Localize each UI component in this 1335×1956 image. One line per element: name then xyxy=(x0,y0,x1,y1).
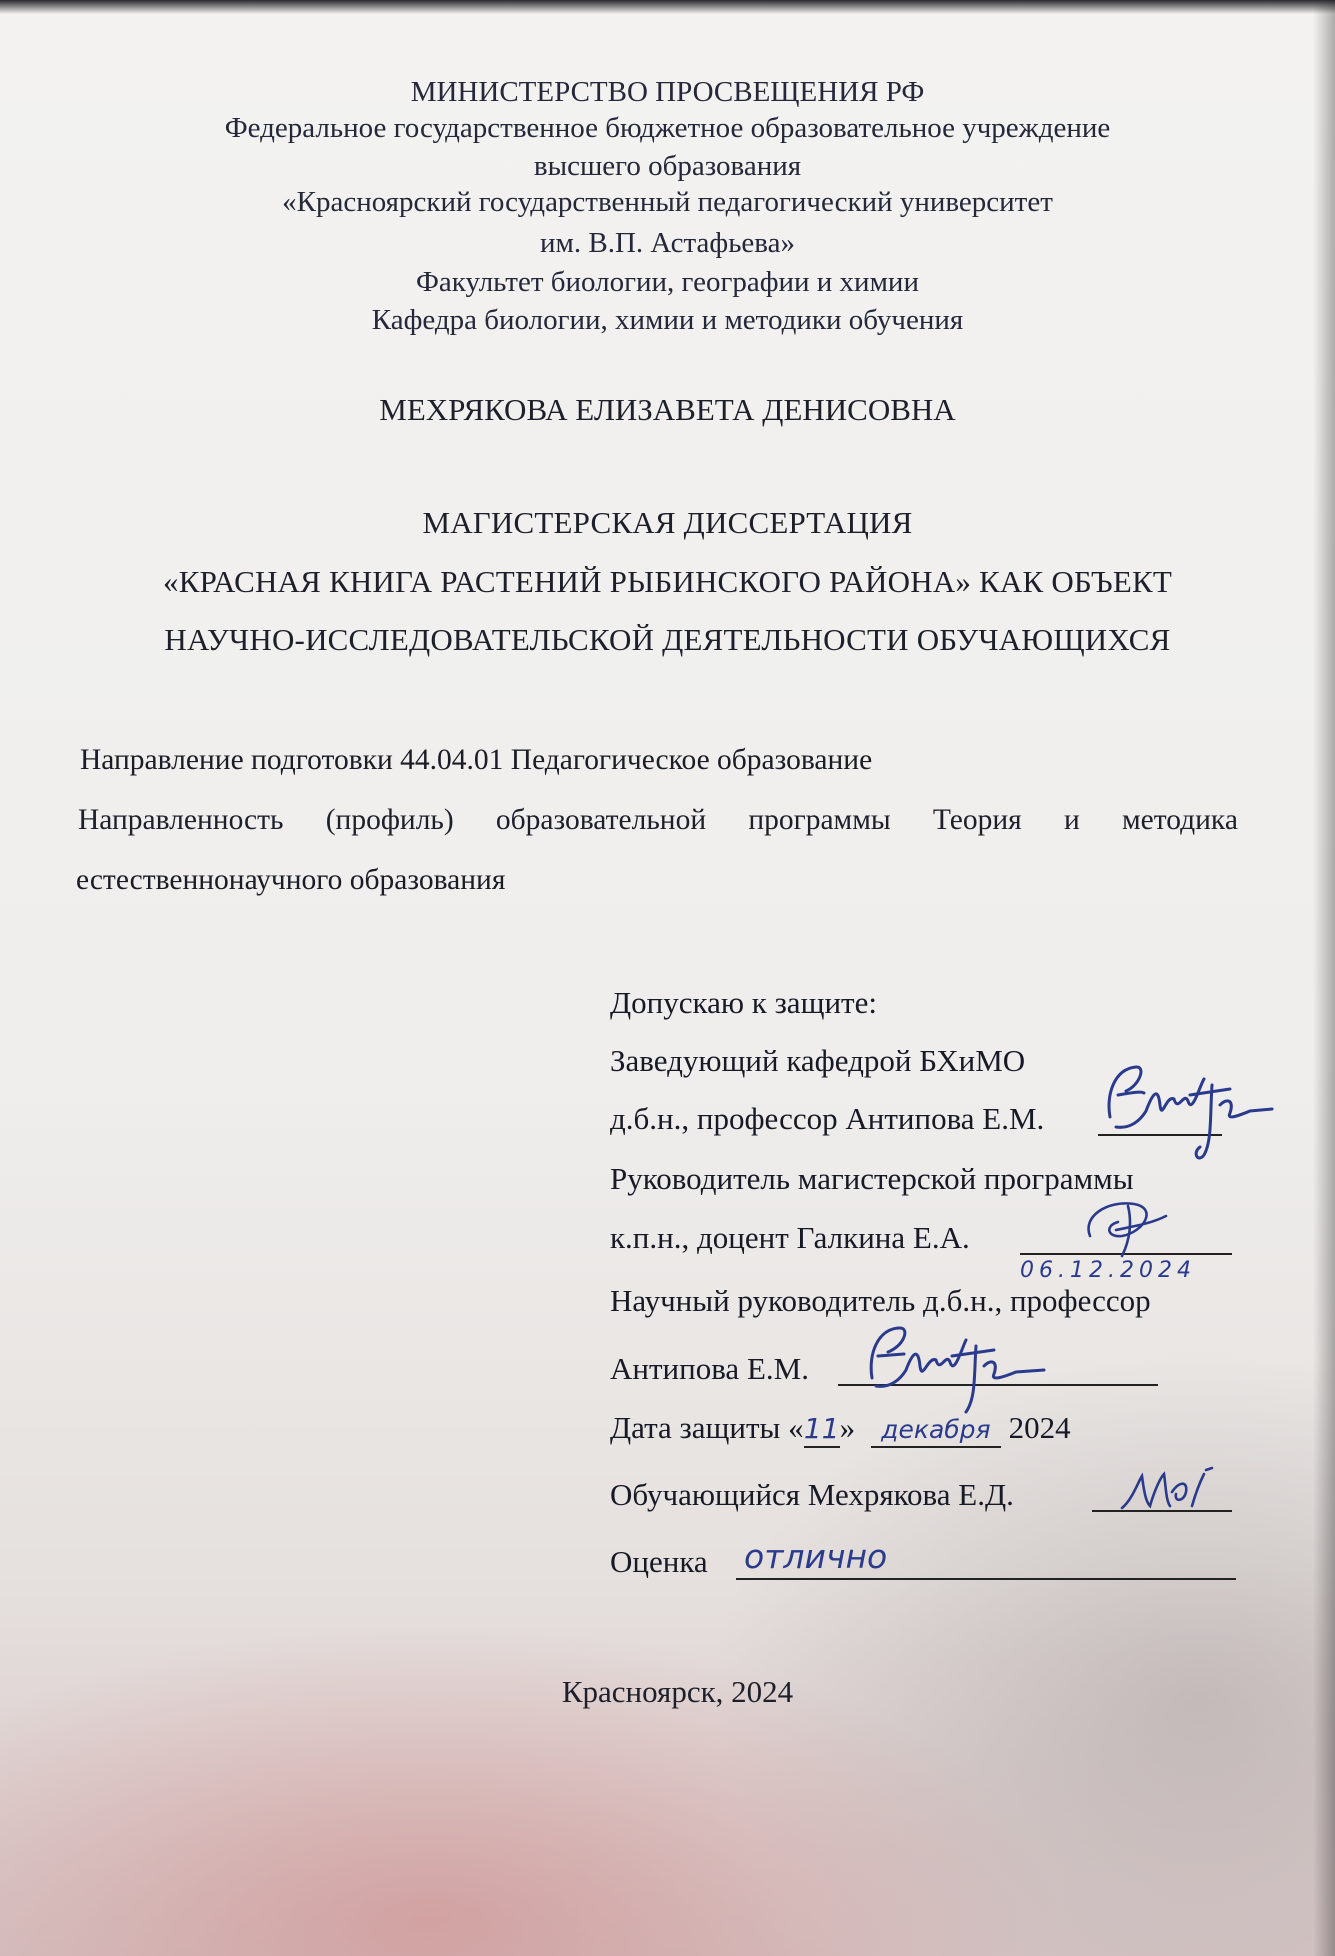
author-name: МЕХРЯКОВА ЕЛИЗАВЕТА ДЕНИСОВНА xyxy=(379,392,956,427)
profile-word: (профиль) xyxy=(325,804,454,836)
defense-date-separator: » xyxy=(839,1410,856,1445)
supervisor-role: Научный руководитель д.б.н., профессор xyxy=(610,1283,1151,1318)
profile-word: Направленность xyxy=(78,804,284,836)
head-signature xyxy=(1100,1055,1280,1165)
program-head-signature xyxy=(1078,1196,1198,1266)
head-name: д.б.н., профессор Антипова Е.М. xyxy=(610,1101,1045,1136)
work-title-line-2: НАУЧНО-ИССЛЕДОВАТЕЛЬСКОЙ ДЕЯТЕЛЬНОСТИ ОБУЧАЮЩИХСЯ xyxy=(164,622,1171,657)
program-head-date: 06.12.2024 xyxy=(1020,1258,1196,1283)
defense-date-row xyxy=(610,1410,1071,1448)
profile-word: программы xyxy=(748,804,891,836)
student-name: Обучающийся Мехрякова Е.Д. xyxy=(610,1477,1014,1512)
faculty-line: Факультет биологии, географии и химии xyxy=(416,266,919,298)
ministry-heading: МИНИСТЕРСТВО ПРОСВЕЩЕНИЯ РФ xyxy=(410,76,925,108)
supervisor-signature xyxy=(858,1318,1058,1418)
institution-line-2: высшего образования xyxy=(533,150,802,182)
grade-line xyxy=(736,1578,1236,1580)
defense-day-field xyxy=(804,1410,840,1448)
admit-label: Допускаю к защите: xyxy=(610,985,877,1020)
grade-row xyxy=(610,1544,708,1580)
profile-word: Теория xyxy=(932,804,1022,836)
profile-word: методика xyxy=(1121,804,1238,836)
grade-value: отлично xyxy=(744,1537,888,1576)
program-head-name: к.п.н., доцент Галкина Е.А. xyxy=(610,1220,970,1255)
program-direction: Направление подготовки 44.04.01 Педагогическое образование xyxy=(80,744,873,776)
defense-date-label: Дата защиты « xyxy=(610,1410,804,1445)
department-line: Кафедра биологии, химии и методики обучения xyxy=(371,304,964,336)
university-line-1: «Красноярский государственный педагогический университет xyxy=(282,186,1053,218)
page-top-shadow xyxy=(0,0,1335,14)
program-profile-line-1 xyxy=(78,804,1238,837)
program-head-role: Руководитель магистерской программы xyxy=(610,1161,1134,1196)
defense-month-field xyxy=(871,1410,1001,1448)
defense-year: 2024 xyxy=(1008,1410,1071,1445)
university-line-2: им. В.П. Астафьева» xyxy=(540,227,795,259)
profile-word: образовательной xyxy=(495,804,707,836)
profile-word: и xyxy=(1063,804,1080,836)
defense-month: декабря xyxy=(881,1415,991,1444)
defense-day: 11 xyxy=(803,1412,840,1445)
work-title-line-1: «КРАСНАЯ КНИГА РАСТЕНИЙ РЫБИНСКОГО РАЙОНА» КАК ОБЪЕКТ xyxy=(163,564,1172,599)
head-role: Заведующий кафедрой БХиМО xyxy=(610,1043,1026,1078)
grade-label: Оценка xyxy=(610,1544,708,1579)
supervisor-name: Антипова Е.М. xyxy=(610,1351,809,1386)
work-type: МАГИСТЕРСКАЯ ДИССЕРТАЦИЯ xyxy=(422,505,913,540)
student-signature xyxy=(1116,1462,1226,1522)
city-year: Красноярск, 2024 xyxy=(561,1674,794,1709)
institution-line-1: Федеральное государственное бюджетное образовательное учреждение xyxy=(224,112,1111,144)
program-profile-line-2: естественнонаучного образования xyxy=(76,864,506,896)
